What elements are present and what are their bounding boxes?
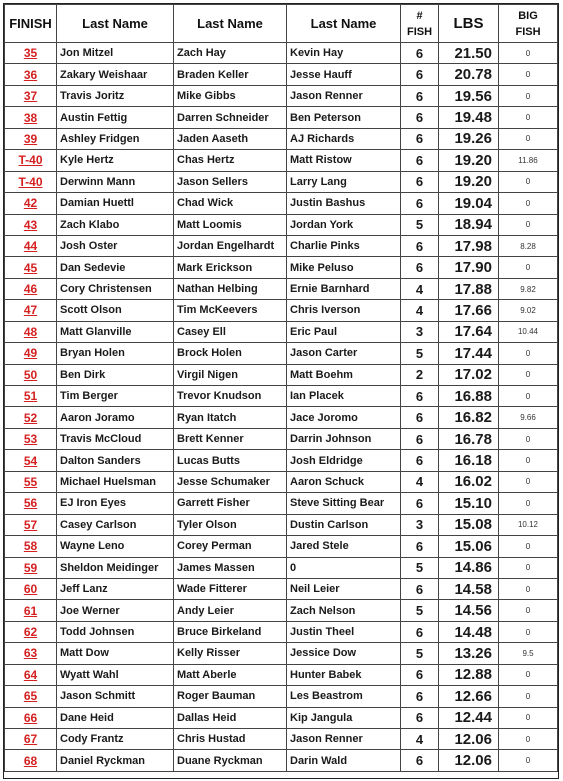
total-lbs: 21.50 (439, 43, 499, 64)
big-fish-weight: 0 (499, 193, 558, 214)
angler-name-2: Matt Aberle (174, 664, 287, 685)
angler-name-3: Jared Stele (287, 536, 401, 557)
total-lbs: 16.82 (439, 407, 499, 428)
angler-name-2: Nathan Helbing (174, 278, 287, 299)
total-lbs: 13.26 (439, 643, 499, 664)
total-lbs: 16.18 (439, 450, 499, 471)
angler-name-3: Mike Peluso (287, 257, 401, 278)
big-fish-weight: 0 (499, 343, 558, 364)
angler-name-3: AJ Richards (287, 128, 401, 149)
fish-count: 6 (401, 428, 439, 449)
table-row (5, 235, 558, 256)
angler-name-1: Derwinn Mann (57, 171, 174, 192)
fish-count: 6 (401, 407, 439, 428)
angler-name-2: Mark Erickson (174, 257, 287, 278)
angler-name-2: James Massen (174, 557, 287, 578)
finish-position: 66 (5, 707, 57, 728)
finish-position: 43 (5, 214, 57, 235)
total-lbs: 19.20 (439, 150, 499, 171)
table-row (5, 107, 558, 128)
angler-name-1: Scott Olson (57, 300, 174, 321)
angler-name-2: Darren Schneider (174, 107, 287, 128)
angler-name-1: Jason Schmitt (57, 686, 174, 707)
angler-name-1: Travis Joritz (57, 85, 174, 106)
angler-name-1: Dane Heid (57, 707, 174, 728)
big-fish-header-line2: FISH (515, 25, 541, 38)
big-fish-weight: 0 (499, 664, 558, 685)
finish-position: 47 (5, 300, 57, 321)
total-lbs: 19.48 (439, 107, 499, 128)
angler-name-1: Todd Johnsen (57, 621, 174, 642)
angler-name-3: Neil Leier (287, 578, 401, 599)
total-lbs: 14.48 (439, 621, 499, 642)
table-row (5, 514, 558, 535)
last-name-header-3: Last Name (287, 5, 401, 43)
finish-position: 60 (5, 578, 57, 599)
angler-name-2: Jaden Aaseth (174, 128, 287, 149)
table-row (5, 450, 558, 471)
finish-position: T-40 (5, 150, 57, 171)
angler-name-1: Ashley Fridgen (57, 128, 174, 149)
angler-name-1: Matt Dow (57, 643, 174, 664)
finish-position: 63 (5, 643, 57, 664)
angler-name-2: Zach Hay (174, 43, 287, 64)
angler-name-1: Zach Klabo (57, 214, 174, 235)
total-lbs: 14.58 (439, 578, 499, 599)
angler-name-1: Wayne Leno (57, 536, 174, 557)
results-sheet (3, 3, 559, 779)
finish-position: 56 (5, 493, 57, 514)
total-lbs: 15.10 (439, 493, 499, 514)
total-lbs: 19.56 (439, 85, 499, 106)
finish-position: 35 (5, 43, 57, 64)
angler-name-3: Dustin Carlson (287, 514, 401, 535)
total-lbs: 12.66 (439, 686, 499, 707)
big-fish-weight: 0 (499, 729, 558, 750)
table-row (5, 364, 558, 385)
finish-position: 36 (5, 64, 57, 85)
angler-name-2: Roger Bauman (174, 686, 287, 707)
table-row (5, 386, 558, 407)
table-row (5, 321, 558, 342)
fish-count: 4 (401, 300, 439, 321)
fish-count: 6 (401, 686, 439, 707)
angler-name-2: Tim McKeevers (174, 300, 287, 321)
total-lbs: 16.02 (439, 471, 499, 492)
finish-position: 50 (5, 364, 57, 385)
angler-name-2: Jordan Engelhardt (174, 235, 287, 256)
angler-name-2: Chris Hustad (174, 729, 287, 750)
angler-name-2: Braden Keller (174, 64, 287, 85)
table-row (5, 428, 558, 449)
table-body (5, 43, 558, 772)
angler-name-2: Duane Ryckman (174, 750, 287, 771)
fish-count: 6 (401, 107, 439, 128)
angler-name-3: Jesse Hauff (287, 64, 401, 85)
finish-position: 38 (5, 107, 57, 128)
finish-position: 52 (5, 407, 57, 428)
fish-count: 6 (401, 171, 439, 192)
angler-name-3: Darrin Johnson (287, 428, 401, 449)
angler-name-2: Lucas Butts (174, 450, 287, 471)
big-fish-weight: 0 (499, 386, 558, 407)
finish-position: 46 (5, 278, 57, 299)
big-fish-weight: 0 (499, 686, 558, 707)
total-lbs: 17.44 (439, 343, 499, 364)
angler-name-3: Jason Renner (287, 85, 401, 106)
big-fish-weight: 0 (499, 578, 558, 599)
finish-position: 67 (5, 729, 57, 750)
angler-name-3: 0 (287, 557, 401, 578)
table-row (5, 536, 558, 557)
last-name-header-1: Last Name (57, 5, 174, 43)
table-row (5, 300, 558, 321)
fish-count: 5 (401, 557, 439, 578)
angler-name-3: Justin Theel (287, 621, 401, 642)
fish-count: 5 (401, 214, 439, 235)
table-row (5, 343, 558, 364)
angler-name-1: Dan Sedevie (57, 257, 174, 278)
fish-count: 6 (401, 64, 439, 85)
fish-count: 6 (401, 43, 439, 64)
fish-count: 6 (401, 750, 439, 771)
angler-name-1: Tim Berger (57, 386, 174, 407)
angler-name-3: Kip Jangula (287, 707, 401, 728)
total-lbs: 12.06 (439, 750, 499, 771)
table-row (5, 471, 558, 492)
big-fish-weight: 0 (499, 471, 558, 492)
angler-name-3: Josh Eldridge (287, 450, 401, 471)
angler-name-1: Daniel Ryckman (57, 750, 174, 771)
big-fish-weight: 0 (499, 493, 558, 514)
big-fish-weight: 0 (499, 257, 558, 278)
header-row (5, 5, 558, 43)
big-fish-weight: 0 (499, 428, 558, 449)
angler-name-2: Jesse Schumaker (174, 471, 287, 492)
table-row (5, 578, 558, 599)
total-lbs: 14.86 (439, 557, 499, 578)
angler-name-2: Corey Perman (174, 536, 287, 557)
total-lbs: 16.78 (439, 428, 499, 449)
angler-name-3: Kevin Hay (287, 43, 401, 64)
finish-position: 62 (5, 621, 57, 642)
big-fish-weight: 0 (499, 536, 558, 557)
fish-count: 5 (401, 643, 439, 664)
angler-name-2: Tyler Olson (174, 514, 287, 535)
total-lbs: 15.08 (439, 514, 499, 535)
angler-name-1: Bryan Holen (57, 343, 174, 364)
total-lbs: 17.02 (439, 364, 499, 385)
angler-name-3: Jordan York (287, 214, 401, 235)
fish-count: 6 (401, 85, 439, 106)
finish-position: 55 (5, 471, 57, 492)
finish-position: 37 (5, 85, 57, 106)
angler-name-2: Virgil Nigen (174, 364, 287, 385)
table-row (5, 707, 558, 728)
angler-name-2: Chas Hertz (174, 150, 287, 171)
angler-name-1: Michael Huelsman (57, 471, 174, 492)
finish-position: 59 (5, 557, 57, 578)
angler-name-3: Jason Renner (287, 729, 401, 750)
big-fish-weight: 0 (499, 557, 558, 578)
angler-name-1: Cory Christensen (57, 278, 174, 299)
fish-count: 5 (401, 343, 439, 364)
angler-name-1: EJ Iron Eyes (57, 493, 174, 514)
fish-count: 4 (401, 471, 439, 492)
fish-count: 6 (401, 621, 439, 642)
finish-position: 61 (5, 600, 57, 621)
finish-position: 42 (5, 193, 57, 214)
table-row (5, 64, 558, 85)
angler-name-1: Kyle Hertz (57, 150, 174, 171)
angler-name-1: Casey Carlson (57, 514, 174, 535)
big-fish-weight: 0 (499, 214, 558, 235)
big-fish-weight: 0 (499, 450, 558, 471)
table-row (5, 557, 558, 578)
angler-name-2: Kelly Risser (174, 643, 287, 664)
total-lbs: 12.88 (439, 664, 499, 685)
big-fish-weight: 10.44 (499, 321, 558, 342)
angler-name-3: Ben Peterson (287, 107, 401, 128)
total-lbs: 14.56 (439, 600, 499, 621)
angler-name-1: Jeff Lanz (57, 578, 174, 599)
angler-name-3: Darin Wald (287, 750, 401, 771)
angler-name-3: Jessice Dow (287, 643, 401, 664)
angler-name-1: Ben Dirk (57, 364, 174, 385)
angler-name-3: Charlie Pinks (287, 235, 401, 256)
fish-count: 6 (401, 193, 439, 214)
angler-name-1: Travis McCloud (57, 428, 174, 449)
fish-count: 4 (401, 278, 439, 299)
table-row (5, 214, 558, 235)
total-lbs: 18.94 (439, 214, 499, 235)
finish-position: 45 (5, 257, 57, 278)
angler-name-1: Wyatt Wahl (57, 664, 174, 685)
angler-name-2: Wade Fitterer (174, 578, 287, 599)
table-row (5, 193, 558, 214)
table-row (5, 493, 558, 514)
angler-name-1: Jon Mitzel (57, 43, 174, 64)
finish-position: 49 (5, 343, 57, 364)
last-name-header-2: Last Name (174, 5, 287, 43)
finish-position: 58 (5, 536, 57, 557)
total-lbs: 17.64 (439, 321, 499, 342)
fish-count: 6 (401, 578, 439, 599)
table-row (5, 128, 558, 149)
fish-count: 2 (401, 364, 439, 385)
angler-name-1: Dalton Sanders (57, 450, 174, 471)
fish-count: 6 (401, 664, 439, 685)
big-fish-weight: 9.66 (499, 407, 558, 428)
finish-position: 65 (5, 686, 57, 707)
big-fish-header (499, 5, 558, 43)
fish-count: 5 (401, 600, 439, 621)
finish-position: 51 (5, 386, 57, 407)
angler-name-2: Ryan Itatch (174, 407, 287, 428)
fish-count-header (401, 5, 439, 43)
total-lbs: 17.98 (439, 235, 499, 256)
fish-count: 6 (401, 536, 439, 557)
big-fish-weight: 0 (499, 64, 558, 85)
total-lbs: 17.88 (439, 278, 499, 299)
angler-name-2: Mike Gibbs (174, 85, 287, 106)
angler-name-1: Zakary Weishaar (57, 64, 174, 85)
table-row (5, 43, 558, 64)
table-row (5, 643, 558, 664)
angler-name-3: Matt Ristow (287, 150, 401, 171)
fish-count: 4 (401, 729, 439, 750)
angler-name-1: Austin Fettig (57, 107, 174, 128)
finish-position: 57 (5, 514, 57, 535)
big-fish-weight: 8.28 (499, 235, 558, 256)
big-fish-header-line1: BIG (518, 9, 538, 22)
total-lbs: 12.44 (439, 707, 499, 728)
angler-name-3: Ernie Barnhard (287, 278, 401, 299)
big-fish-weight: 0 (499, 107, 558, 128)
angler-name-3: Jason Carter (287, 343, 401, 364)
angler-name-2: Casey Ell (174, 321, 287, 342)
angler-name-3: Les Beastrom (287, 686, 401, 707)
finish-header: FINISH (5, 5, 57, 43)
big-fish-weight: 10.12 (499, 514, 558, 535)
table-row (5, 729, 558, 750)
fish-count: 6 (401, 386, 439, 407)
angler-name-1: Cody Frantz (57, 729, 174, 750)
fish-count: 3 (401, 514, 439, 535)
fish-count-header-line1: # (416, 9, 423, 22)
fish-count-header-line2: FISH (406, 25, 433, 38)
total-lbs: 16.88 (439, 386, 499, 407)
angler-name-2: Jason Sellers (174, 171, 287, 192)
big-fish-weight: 9.5 (499, 643, 558, 664)
angler-name-2: Matt Loomis (174, 214, 287, 235)
angler-name-3: Jace Joromo (287, 407, 401, 428)
big-fish-weight: 0 (499, 43, 558, 64)
total-lbs: 15.06 (439, 536, 499, 557)
angler-name-1: Aaron Joramo (57, 407, 174, 428)
fish-count: 6 (401, 235, 439, 256)
angler-name-3: Matt Boehm (287, 364, 401, 385)
finish-position: 64 (5, 664, 57, 685)
total-lbs: 19.26 (439, 128, 499, 149)
table-header (5, 5, 558, 43)
big-fish-weight: 11.86 (499, 150, 558, 171)
finish-position: 53 (5, 428, 57, 449)
angler-name-2: Trevor Knudson (174, 386, 287, 407)
table-row (5, 278, 558, 299)
fish-count: 6 (401, 493, 439, 514)
finish-position: 48 (5, 321, 57, 342)
big-fish-weight: 0 (499, 621, 558, 642)
fish-count: 6 (401, 257, 439, 278)
big-fish-weight: 0 (499, 750, 558, 771)
angler-name-1: Sheldon Meidinger (57, 557, 174, 578)
angler-name-2: Brock Holen (174, 343, 287, 364)
finish-position: 54 (5, 450, 57, 471)
angler-name-1: Joe Werner (57, 600, 174, 621)
total-lbs: 19.20 (439, 171, 499, 192)
table-row (5, 664, 558, 685)
fish-count: 6 (401, 450, 439, 471)
angler-name-2: Garrett Fisher (174, 493, 287, 514)
big-fish-weight: 0 (499, 600, 558, 621)
angler-name-2: Dallas Heid (174, 707, 287, 728)
angler-name-2: Andy Leier (174, 600, 287, 621)
table-row (5, 750, 558, 771)
big-fish-weight: 9.02 (499, 300, 558, 321)
results-table (4, 4, 558, 772)
big-fish-weight: 9.82 (499, 278, 558, 299)
table-row (5, 171, 558, 192)
angler-name-3: Steve Sitting Bear (287, 493, 401, 514)
angler-name-2: Bruce Birkeland (174, 621, 287, 642)
fish-count: 3 (401, 321, 439, 342)
finish-position: 44 (5, 235, 57, 256)
angler-name-2: Brett Kenner (174, 428, 287, 449)
fish-count: 6 (401, 150, 439, 171)
fish-count: 6 (401, 128, 439, 149)
angler-name-3: Zach Nelson (287, 600, 401, 621)
fish-count: 6 (401, 707, 439, 728)
big-fish-weight: 0 (499, 171, 558, 192)
total-lbs: 17.90 (439, 257, 499, 278)
table-row (5, 150, 558, 171)
finish-position: 39 (5, 128, 57, 149)
angler-name-1: Damian Huettl (57, 193, 174, 214)
angler-name-1: Josh Oster (57, 235, 174, 256)
angler-name-3: Ian Placek (287, 386, 401, 407)
angler-name-3: Chris Iverson (287, 300, 401, 321)
angler-name-1: Matt Glanville (57, 321, 174, 342)
table-row (5, 407, 558, 428)
total-lbs: 12.06 (439, 729, 499, 750)
angler-name-3: Larry Lang (287, 171, 401, 192)
big-fish-weight: 0 (499, 707, 558, 728)
angler-name-3: Hunter Babek (287, 664, 401, 685)
table-row (5, 257, 558, 278)
angler-name-3: Justin Bashus (287, 193, 401, 214)
table-row (5, 686, 558, 707)
finish-position: T-40 (5, 171, 57, 192)
lbs-header: LBS (439, 5, 499, 43)
angler-name-3: Aaron Schuck (287, 471, 401, 492)
total-lbs: 19.04 (439, 193, 499, 214)
finish-position: 68 (5, 750, 57, 771)
big-fish-weight: 0 (499, 128, 558, 149)
table-row (5, 85, 558, 106)
big-fish-weight: 0 (499, 364, 558, 385)
angler-name-3: Eric Paul (287, 321, 401, 342)
table-row (5, 600, 558, 621)
angler-name-2: Chad Wick (174, 193, 287, 214)
table-row (5, 621, 558, 642)
total-lbs: 20.78 (439, 64, 499, 85)
total-lbs: 17.66 (439, 300, 499, 321)
big-fish-weight: 0 (499, 85, 558, 106)
